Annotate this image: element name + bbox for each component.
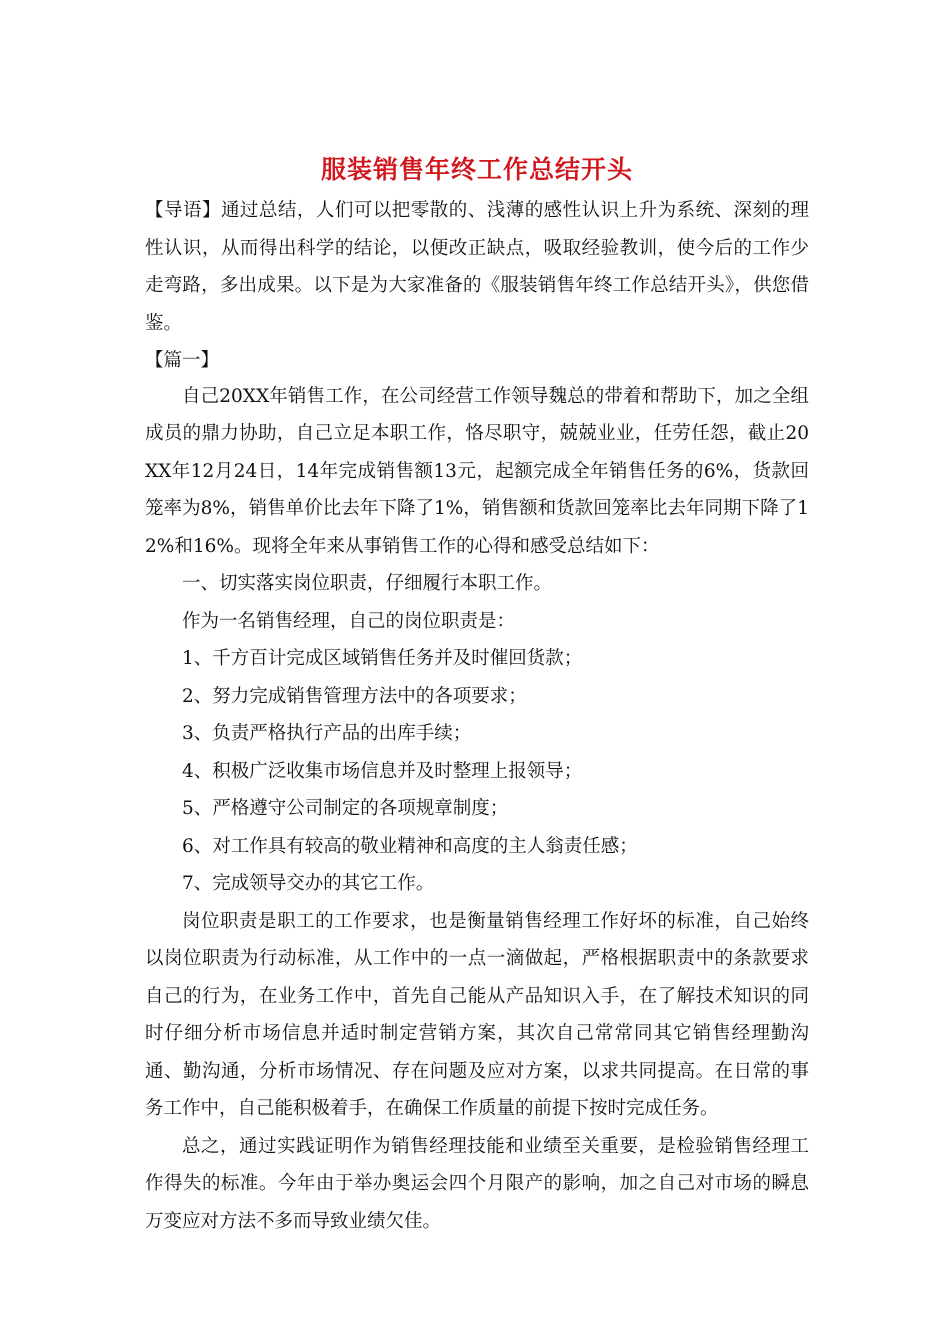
body-paragraphs	[145, 378, 809, 1241]
document-page	[145, 148, 809, 1240]
duty-item: 1、千方百计完成区域销售任务并及时催回货款；	[182, 648, 583, 669]
body-paragraph: 总之，通过实践证明作为销售经理技能和业绩至关重要，是检验销售经理工作得失的标准。今年由于举办奥运会四个月限产的影响，加之自己对市场的瞬息万变应对方法不多而导致业绩欠佳。	[145, 1135, 809, 1232]
duty-item: 5、严格遵守公司制定的各项规章制度；	[182, 798, 509, 819]
section-label: 【篇一】	[145, 350, 220, 371]
document-title: 服装销售年终工作总结开头	[320, 155, 633, 184]
body-paragraph: 岗位职责是职工的工作要求，也是衡量销售经理工作好坏的标准，自己始终以岗位职责为行动标准，从工作中的一点一滴做起，严格根据职责中的条款要求自己的行为，在业务工作中，首先自己能从产品知识入手，在了解技术知识的同时仔细分析市场信息并适时制定营销方案，其次自己常常同其它销售经理勤沟通、勤沟通，分析市场情况、存在问题及应对方案，以求共同提高。在日常的事务工作中，自己能积极着手，在确保工作质量的前提下按时完成任务。	[145, 910, 809, 1119]
heading-one: 一、切实落实岗位职责，仔细履行本职工作。	[182, 573, 553, 594]
duties-intro: 作为一名销售经理，自己的岗位职责是：	[182, 610, 516, 632]
intro-paragraph: 【导语】通过总结，人们可以把零散的、浅薄的感性认识上升为系统、深刻的理性认识，从而得出科学的结论，以便改正缺点，吸取经验教训，使今后的工作少走弯路，多出成果。以下是为大家准备的《服装销售年终工作总结开头》，供您借鉴。	[145, 200, 809, 334]
duty-item: 7、完成领导交办的其它工作。	[182, 873, 435, 894]
duty-item: 6、对工作具有较高的敬业精神和高度的主人翁责任感；	[182, 835, 638, 857]
duty-item: 3、负责严格执行产品的出库手续；	[182, 723, 472, 744]
duty-item: 2、努力完成销售管理方法中的各项要求；	[182, 685, 527, 707]
body-paragraph: 自己20XX年销售工作，在公司经营工作领导魏总的带着和帮助下，加之全组成员的鼎力协助，自己立足本职工作，恪尽职守，兢兢业业，任劳任怨，截止20XX年12月24日，14年完成销售额13元，起额完成全年销售任务的6%，货款回笼率为8%，销售单价比去年下降了1%，销售额和货款回笼率比去年同期下降了12%和16%。现将全年来从事销售工作的心得和感受总结如下：	[145, 385, 809, 557]
duty-item: 4、积极广泛收集市场信息并及时整理上报领导；	[182, 760, 583, 782]
